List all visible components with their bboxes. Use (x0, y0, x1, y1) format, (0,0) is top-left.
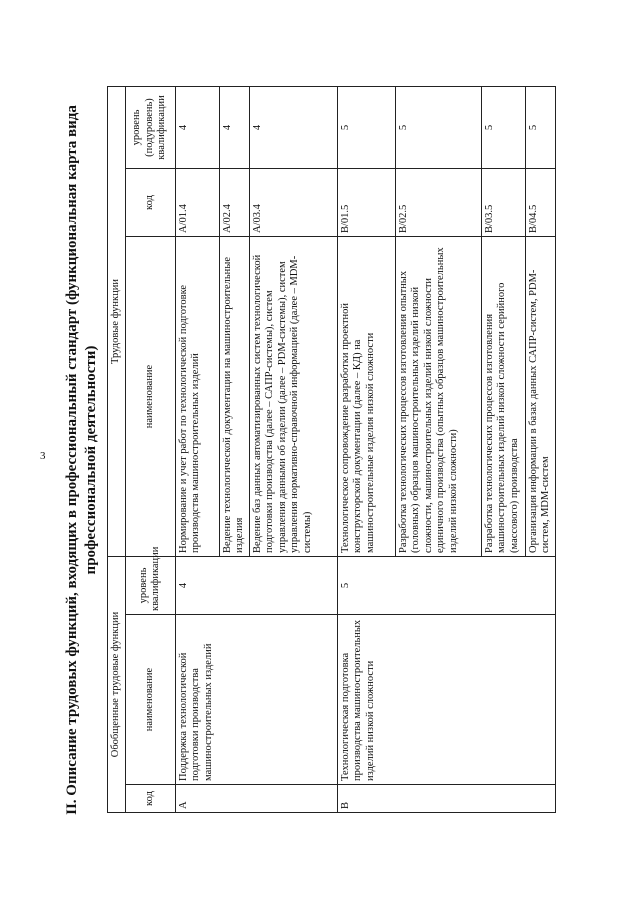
header-name: наименование (125, 615, 175, 785)
function-level: 5 (337, 86, 395, 168)
group-level: 5 (337, 557, 555, 615)
function-level: 4 (249, 86, 337, 168)
header-level-2: уровень (подуровень) квалификации (125, 86, 175, 168)
function-level: 4 (219, 86, 249, 168)
function-code: B/04.5 (525, 169, 555, 237)
function-level: 5 (481, 86, 525, 168)
group-name: Технологическая подготовка производства машиностроительных изделий низкой сложности (337, 615, 555, 785)
title-line-1: II. Описание трудовых функций, входящих в профессиональный стандарт (функциональная карта вида (64, 105, 80, 815)
function-code: B/01.5 (337, 169, 395, 237)
function-name: Организация информации в базах данных САПР-систем, PDM-систем, MDM-систем (525, 237, 555, 557)
section-title (63, 100, 101, 820)
page-number: 3 (40, 450, 46, 462)
header-code: код (125, 785, 175, 813)
header-name-2: наименование (125, 237, 175, 557)
function-code: B/03.5 (481, 169, 525, 237)
function-name: Нормирование и учет работ по технологической подготовке производства машиностроительных изделий (175, 237, 219, 557)
title-line-2: профессиональной деятельности) (83, 345, 99, 575)
functional-map-table (107, 86, 556, 813)
function-code: A/01.4 (175, 169, 219, 237)
group-level: 4 (175, 557, 337, 615)
header-functions: Трудовые функции (108, 86, 126, 556)
function-code: B/02.5 (395, 169, 481, 237)
table-row (175, 86, 219, 812)
function-level: 4 (175, 86, 219, 168)
group-name: Поддержка технологической подготовки производства машиностроительных изделий (175, 615, 337, 785)
header-code-2: код (125, 169, 175, 237)
function-name: Ведение баз данных автоматизированных систем технологической подготовки производства (далее – САПР-системы), систем управления данными об изделии (далее – PDM-системы), систем управления нормативно-справочной информацией (далее – MDM-системы) (249, 237, 337, 557)
function-code: A/03.4 (249, 169, 337, 237)
function-name: Разработка технологических процессов изготовления опытных (головных) образцов машиностроительных изделий низкой сложности, машиностроительных изделий низкой сложности единичного производства (опытных образцов машиностроительных изделий низкой сложности) (395, 237, 481, 557)
table-row (337, 86, 395, 812)
function-level: 5 (395, 86, 481, 168)
function-name: Ведение технологической документации на машиностроительные изделия (219, 237, 249, 557)
header-level: уровень квалификации (125, 557, 175, 615)
function-name: Разработка технологических процессов изготовления машиностроительных изделий низкой сложности серийного (массового) производства (481, 237, 525, 557)
function-level: 5 (525, 86, 555, 168)
group-code: A (175, 785, 337, 813)
group-code: B (337, 785, 555, 813)
function-name: Технологическое сопровождение разработки проектной конструкторской документации (далее – КД) на машиностроительные изделия низкой сложности (337, 237, 395, 557)
header-generalized: Обобщенные трудовые функции (108, 557, 126, 813)
function-code: A/02.4 (219, 169, 249, 237)
